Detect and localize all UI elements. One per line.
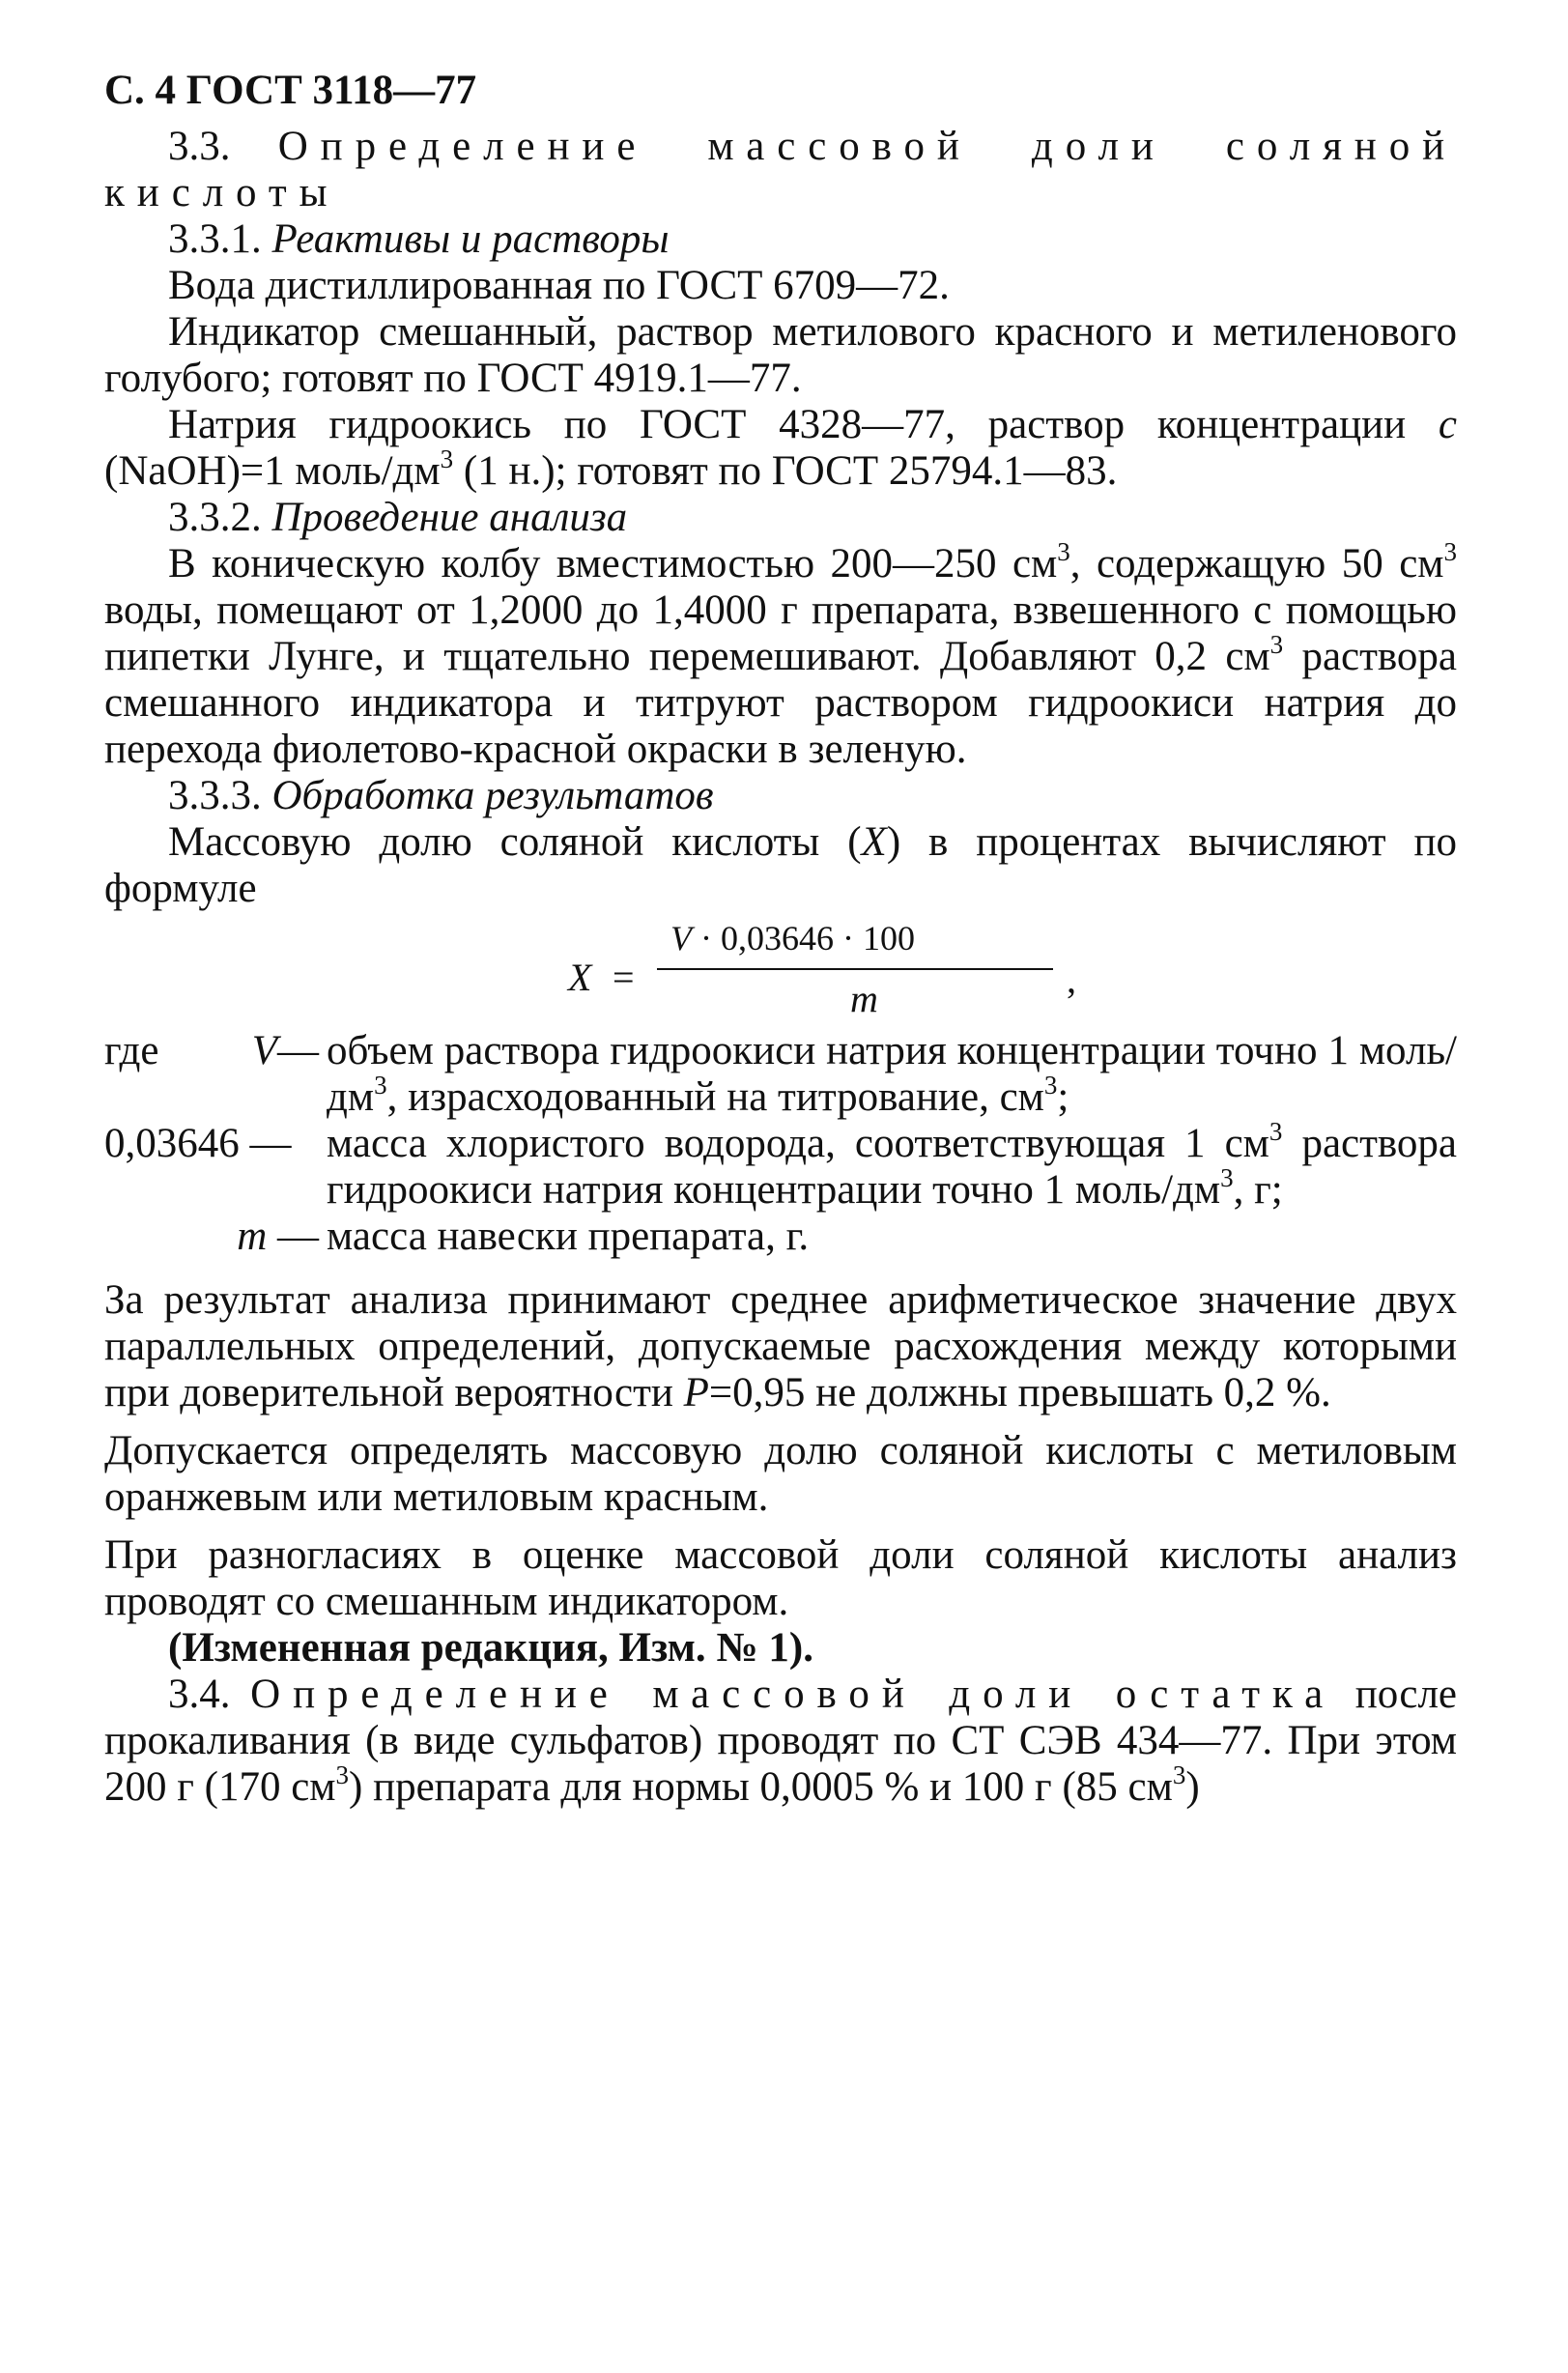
reagent-naoh-tail: (1 н.); готовят по ГОСТ 25794.1—83. (453, 448, 1118, 494)
definition-part: объем раствора гидроокиси натрия концентрации точно 1 моль/дм (327, 1028, 1457, 1120)
variable-x: X (861, 819, 887, 865)
section-title: Определение массовой доли остатка (250, 1672, 1336, 1717)
formula-x: X (568, 956, 592, 999)
dash: — (277, 1028, 319, 1073)
definition-m (104, 1214, 1457, 1260)
formula-equals: = (613, 956, 635, 999)
result-text: За результат анализа принимают среднее арифметическое значение двух параллельных определений, допускаемые расхождения между которыми при доверительной вероятности (104, 1277, 1457, 1415)
formula-numerator (670, 918, 915, 958)
procedure-paragraph (104, 536, 1458, 773)
definition-term: m (237, 1214, 268, 1259)
definition-text: масса навески препарата, г. (327, 1214, 810, 1259)
calculation-text: Массовую долю соляной кислоты ( (168, 819, 862, 865)
dash: — (277, 1214, 319, 1259)
formula (104, 918, 1457, 1024)
definitions (104, 1028, 1457, 1260)
subsection-title: Проведение анализа (271, 495, 628, 540)
dash: — (249, 1121, 292, 1166)
allowed-paragraph: Допускается определять массовую долю соляной кислоты с метиловым оранжевым или метиловым красным. (104, 1428, 1457, 1520)
definition-text (327, 1028, 1457, 1121)
procedure-text: воды, помещают от 1,2000 до 1,4000 г препарата, взвешенного с помощью пипетки Лунге, и тщательно перемешивают. Добавляют 0,2 см (104, 587, 1457, 679)
definition-v (104, 1028, 1457, 1121)
section-number: 3.3. (168, 124, 231, 169)
section-text: ) (1185, 1764, 1200, 1810)
section-text: после прокаливания (в виде сульфатов) проводят по СТ СЭВ 434—77. При этом 200 г (170 см (104, 1672, 1458, 1810)
subsection-title: Реактивы и растворы (271, 216, 670, 262)
section-title: Определение массовой доли соляной кислоты (104, 124, 1458, 215)
procedure-text: , содержащую 50 см (1069, 541, 1444, 586)
definition-term-wrap (104, 1121, 292, 1167)
reagent-water: Вода дистиллированная по ГОСТ 6709—72. (168, 263, 950, 308)
section-3-3-3-heading (104, 773, 1457, 819)
superscript: 3 (1269, 1116, 1283, 1146)
section-number: 3.4. (168, 1672, 231, 1717)
calculation-text: ) в процентах вычисляют по формуле (104, 819, 1457, 911)
superscript: 3 (374, 1070, 387, 1100)
fraction-bar (657, 968, 1053, 970)
where-label: где (104, 1028, 159, 1073)
definition-term: V (251, 1028, 277, 1073)
formula-constants: · 0,03646 · 100 (692, 919, 915, 958)
definition-part: ; (1057, 1074, 1069, 1120)
subsection-number: 3.3.3. (168, 773, 262, 818)
dispute-paragraph: При разногласиях в оценке массовой доли соляной кислоты анализ проводят со смешанным индикатором. (104, 1532, 1457, 1624)
superscript: 3 (1443, 536, 1457, 566)
definition-term: 0,03646 (104, 1121, 240, 1166)
result-paragraph (104, 1277, 1457, 1416)
calculation-paragraph (104, 819, 1457, 912)
definition-text (327, 1116, 1457, 1214)
subsection-number: 3.3.1. (168, 216, 262, 262)
probability-symbol: P (683, 1370, 709, 1415)
section-3-4 (104, 1672, 1457, 1811)
reagent-naoh (104, 402, 1457, 495)
superscript: 3 (1043, 1070, 1058, 1100)
reagent-naoh-formula: (NaOH)=1 моль/дм (104, 448, 441, 494)
superscript: 3 (335, 1759, 350, 1789)
formula-v: V (670, 919, 692, 958)
reagent-naoh-text: Натрия гидроокись по ГОСТ 4328—77, раствор концентрации (168, 402, 1439, 447)
procedure-text: В коническую колбу вместимостью 200—250 см (168, 541, 1058, 586)
section-3-3-2-heading (104, 495, 1457, 541)
definition-part: раствора гидроокиси натрия концентрации точно 1 моль/дм (327, 1121, 1457, 1213)
concentration-symbol: c (1438, 402, 1457, 447)
procedure-text: раствора смешанного индикатора и титруют раствором гидроокиси натрия до перехода фиолетово-красной окраски в зеленую. (104, 634, 1458, 772)
page-header-text: С. 4 ГОСТ 3118—77 (104, 68, 477, 113)
subsection-title: Обработка результатов (271, 773, 714, 818)
subsection-number: 3.3.2. (168, 495, 262, 540)
page-header (104, 68, 1457, 114)
result-text: =0,95 не должны превышать 0,2 %. (708, 1370, 1331, 1415)
section-3-3-1-heading (104, 216, 1457, 263)
formula-denominator: m (850, 977, 878, 1020)
superscript: 3 (1220, 1162, 1234, 1192)
definition-part: масса хлористого водорода, соответствующая 1 см (327, 1121, 1269, 1166)
document-body (104, 124, 1457, 1811)
superscript: 3 (440, 443, 454, 473)
superscript: 3 (1057, 536, 1070, 566)
formula-comma: , (1067, 958, 1076, 1001)
definition-part: , израсходованный на титрование, см (386, 1074, 1044, 1120)
amendment-note: (Измененная редакция, Изм. № 1). (168, 1625, 813, 1671)
reagent-indicator: Индикатор смешанный, раствор метилового красного и метиленового голубого; готовят по ГОСТ 4919.1—77. (104, 309, 1457, 401)
section-3-3-heading (104, 124, 1457, 216)
superscript: 3 (1172, 1759, 1186, 1789)
definition-part: , г; (1233, 1167, 1283, 1213)
section-text: ) препарата для нормы 0,0005 % и 100 г (85 см (349, 1764, 1173, 1810)
definition-constant (104, 1116, 1457, 1214)
superscript: 3 (1269, 629, 1284, 659)
